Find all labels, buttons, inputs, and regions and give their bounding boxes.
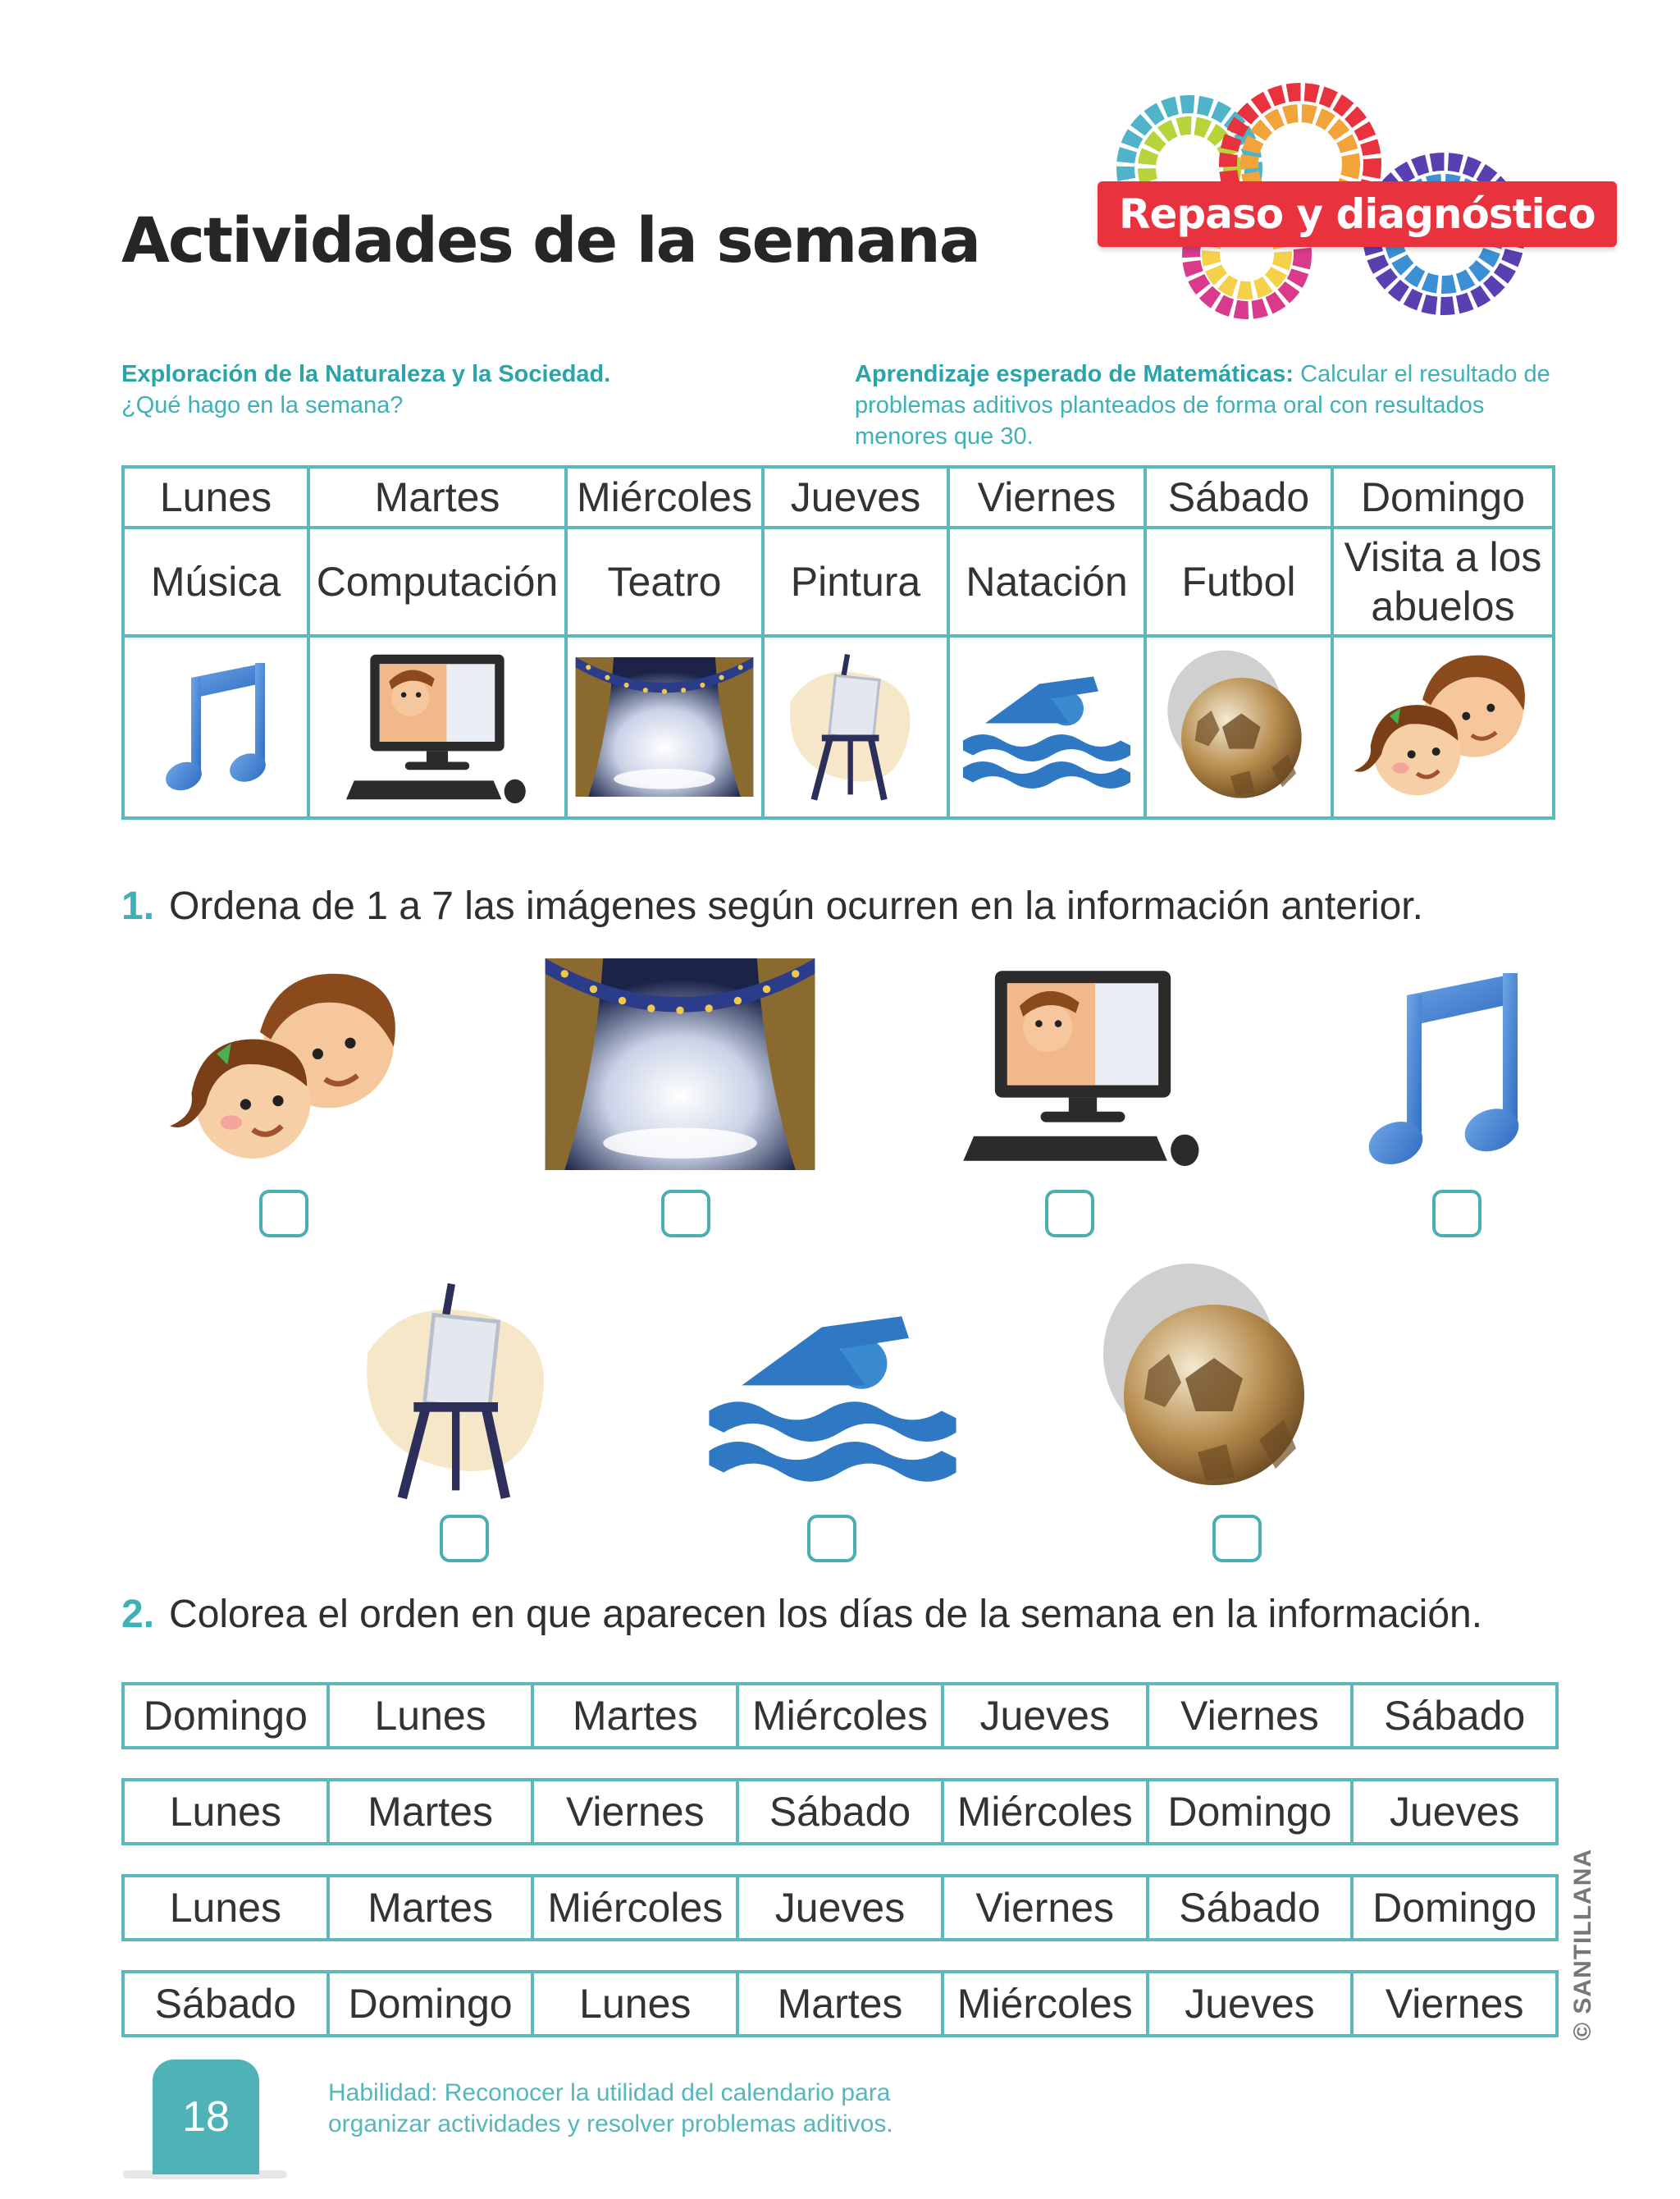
question-number: 2. [121,1593,155,1636]
schedule-activity: Computación [308,528,566,636]
day-cell: Jueves [1149,1973,1354,2034]
music-note-icon [1345,958,1542,1180]
day-cell: Lunes [330,1685,535,1746]
day-cell: Viernes [1385,1981,1524,2027]
schedule-day: Sábado [1145,467,1332,528]
day-cell: Lunes [534,1973,739,2034]
subject-block [121,359,778,421]
schedule-activity: Visita a los abuelos [1332,528,1554,636]
schedule-activity: Natación [948,528,1145,636]
soccer-ball-icon [1157,645,1321,809]
day-cell: Sábado [1149,1877,1354,1938]
day-sequence-row[interactable] [121,1874,1559,1941]
day-cell: Domingo [330,1973,535,2034]
day-cell: Miércoles [739,1685,944,1746]
day-cell: Sábado [739,1781,944,1842]
schedule-images-row [123,636,1554,818]
question-text: Colorea el orden en que aparecen los días de la semana en la información. [169,1593,1483,1636]
day-cell: Martes [739,1973,944,2034]
skill-note: Habilidad: Reconocer la utilidad del calendario para organizar actividades y resolver problemas aditivos. [328,2079,893,2137]
weekly-schedule-table [121,465,1555,820]
order-checkbox[interactable] [440,1515,489,1562]
page-number: 18 [153,2060,259,2174]
day-cell: Jueves [739,1877,944,1938]
order-checkbox[interactable] [259,1190,308,1237]
day-cell: Viernes [944,1877,1149,1938]
schedule-day: Viernes [948,467,1145,528]
soccer-ball-icon [1083,1255,1337,1502]
theater-stage-icon [573,657,756,797]
day-cell: Miércoles [534,1877,739,1938]
learning-goal-label: Aprendizaje esperado de Matemáticas: [855,361,1294,387]
easel-icon [778,649,934,805]
day-cell: Martes [330,1877,535,1938]
computer-icon [960,960,1206,1172]
day-cell: Martes [330,1781,535,1842]
day-cell: Jueves [944,1685,1149,1746]
music-note-icon [154,653,277,801]
day-cell: Sábado [125,1973,330,2034]
grandparents-faces-icon [152,960,422,1177]
schedule-day: Miércoles [566,467,763,528]
learning-goal [855,359,1560,452]
page-title: Actividades de la semana [121,203,980,277]
day-cell: Domingo [1372,1885,1537,1931]
order-checkbox[interactable] [661,1190,710,1237]
day-cell: Sábado [1383,1693,1526,1739]
day-cell: Miércoles [944,1781,1149,1842]
badge-label: Repaso y diagnóstico [1098,181,1617,247]
order-checkbox[interactable] [1432,1190,1481,1237]
swimmer-icon [961,657,1133,797]
day-cell: Martes [534,1685,739,1746]
day-sequence-row[interactable] [121,1682,1559,1749]
order-checkbox[interactable] [1212,1515,1262,1562]
question-1 [121,884,1423,929]
schedule-days-row [123,467,1554,528]
easel-icon [345,1276,582,1506]
order-checkbox[interactable] [807,1515,856,1562]
question-number: 1. [121,885,155,928]
schedule-activity: Pintura [763,528,948,636]
day-cell: Viernes [1149,1685,1354,1746]
day-cell: Miércoles [944,1973,1149,2034]
schedule-day: Jueves [763,467,948,528]
theater-stage-icon [540,958,820,1170]
schedule-day: Martes [308,467,566,528]
swimmer-icon [705,1288,960,1493]
schedule-day: Lunes [123,467,308,528]
schedule-activities-row [123,528,1554,636]
copyright-text: © SANTILLANA [1569,1848,1596,2041]
day-cell: Lunes [125,1877,330,1938]
learning-goal-text: Calcular el resultado de problemas aditivos planteados de forma oral con resultados menores que 30. [855,361,1550,450]
schedule-activity: Música [123,528,308,636]
publisher-copyright [1559,1848,1608,2041]
day-sequence-row[interactable] [121,1778,1559,1845]
schedule-activity: Futbol [1145,528,1332,636]
grandparents-faces-icon [1340,645,1545,809]
schedule-activity: Teatro [566,528,763,636]
day-cell: Lunes [125,1781,330,1842]
day-sequence-row[interactable] [121,1970,1559,2037]
question-text: Ordena de 1 a 7 las imágenes según ocurren en la información anterior. [169,885,1423,928]
schedule-day: Domingo [1332,467,1554,528]
subject-title: Exploración de la Naturaleza y la Sociedad. [121,361,611,387]
day-cell: Jueves [1389,1789,1520,1835]
day-cell: Viernes [534,1781,739,1842]
order-checkbox[interactable] [1045,1190,1094,1237]
subject-question: ¿Qué hago en la semana? [121,392,404,418]
review-badge [1083,78,1596,324]
day-cell: Domingo [125,1685,330,1746]
question-2 [121,1592,1482,1637]
day-cell: Domingo [1149,1781,1354,1842]
computer-icon [343,647,532,807]
